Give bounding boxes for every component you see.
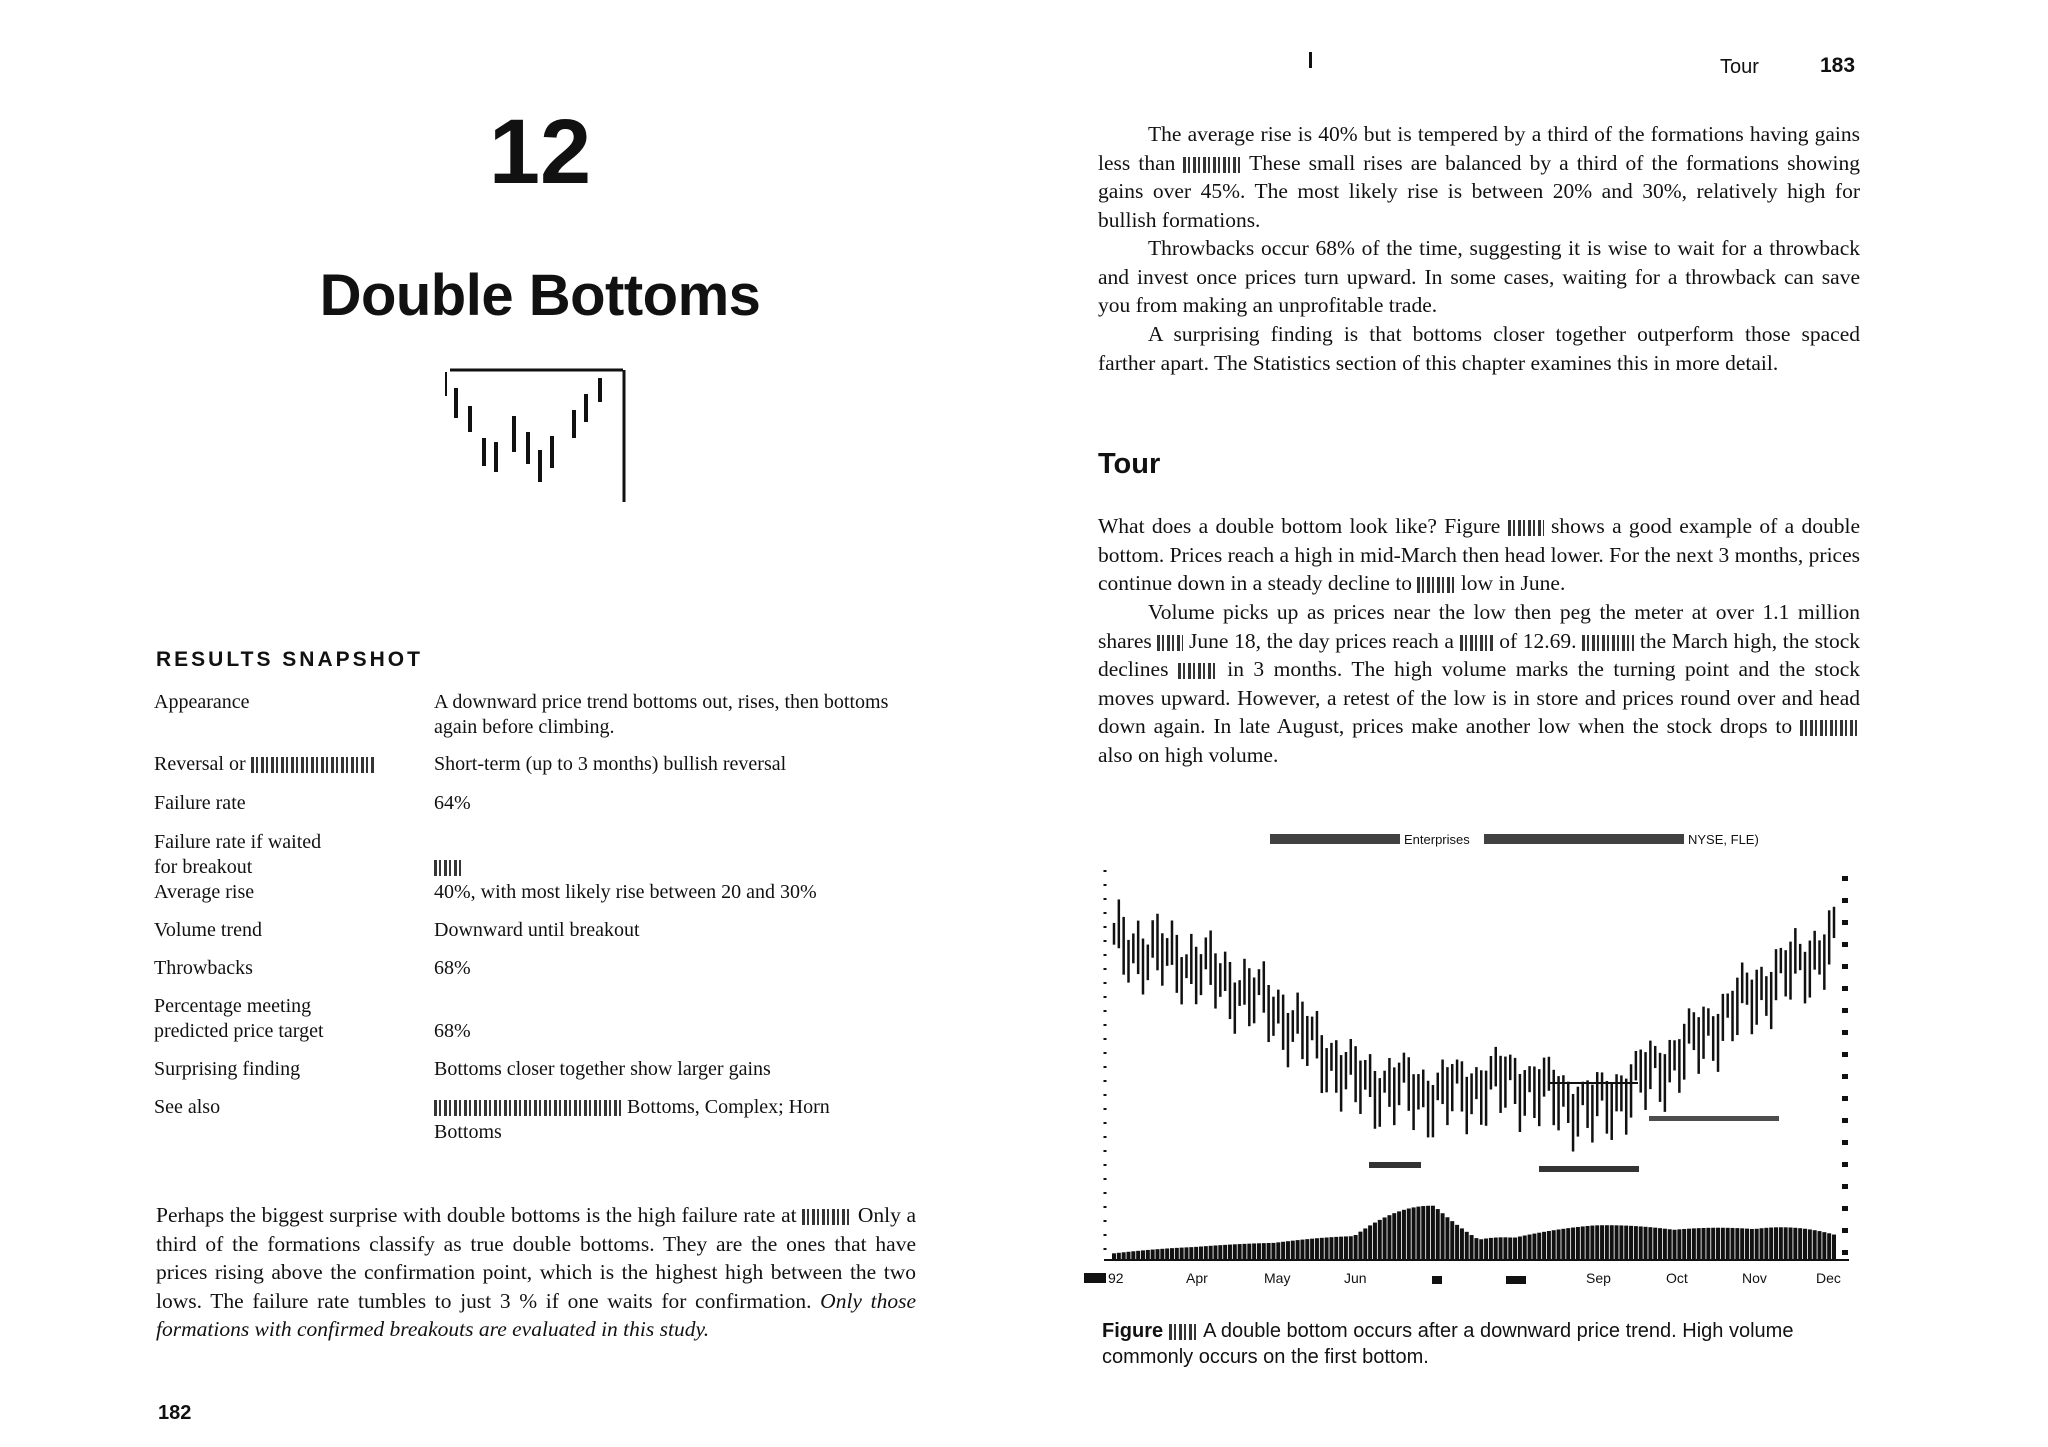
body-paragraph <box>1098 320 1860 377</box>
volume-bar <box>1692 1228 1696 1260</box>
right-axis-tick <box>1842 1250 1848 1255</box>
volume-bar <box>1450 1221 1454 1260</box>
volume-bar <box>1213 1245 1217 1260</box>
snapshot-label: Appearance <box>154 691 250 713</box>
volume-bar <box>1673 1230 1677 1260</box>
volume-bar <box>1605 1225 1609 1260</box>
volume-bar <box>1339 1237 1343 1260</box>
page-number-left: 182 <box>158 1402 192 1424</box>
snapshot-label: Failure rate if waited for breakout <box>154 831 322 878</box>
volume-bar <box>1358 1232 1362 1260</box>
figure-label: Figure <box>1102 1320 1164 1342</box>
right-axis-tick <box>1842 1074 1848 1079</box>
volume-bar <box>1286 1241 1290 1260</box>
paragraph-text: Only a third of the formations classify as true double bottoms. They are the ones that have prices rising above the confirmation point, which is the highest high between the two lows. The failure rate tumbles to just 3 % if one waits for confirmation. <box>156 1203 917 1313</box>
volume-bar <box>1818 1231 1822 1260</box>
volume-bar <box>1238 1244 1242 1260</box>
volume-bar <box>1644 1227 1648 1260</box>
snapshot-value: Short-term (up to 3 months) bullish reversal <box>434 753 787 775</box>
illegible-annotation-mark <box>1649 1116 1779 1121</box>
volume-bar <box>1745 1229 1749 1260</box>
paragraph-text: the March high, the stock declines <box>1098 628 1861 681</box>
volume-bar <box>1416 1207 1420 1260</box>
volume-bar <box>1184 1247 1188 1260</box>
snapshot-value: 64% <box>434 792 471 814</box>
volume-bar <box>1199 1246 1203 1260</box>
volume-bar <box>1363 1228 1367 1260</box>
volume-bar <box>1547 1231 1551 1260</box>
volume-bar <box>1668 1229 1672 1260</box>
snapshot-label: Percentage meeting predicted price target <box>154 995 324 1042</box>
illegible-text-mark <box>1183 157 1241 173</box>
volume-bar <box>1155 1249 1159 1260</box>
volume-bar <box>1368 1225 1372 1260</box>
illegible-text-mark <box>1582 635 1634 651</box>
volume-bar <box>1354 1235 1358 1260</box>
right-axis-tick <box>1842 986 1848 991</box>
volume-bar <box>1349 1236 1353 1260</box>
volume-bar <box>1803 1229 1807 1260</box>
volume-bar <box>1218 1245 1222 1260</box>
x-axis-label: May <box>1264 1270 1291 1286</box>
right-axis-tick <box>1842 1162 1848 1167</box>
volume-bar <box>1706 1228 1710 1260</box>
snapshot-value: Downward until breakout <box>434 919 640 941</box>
volume-bar <box>1474 1238 1478 1260</box>
chapter-number: 12 <box>488 101 592 203</box>
volume-bar <box>1532 1234 1536 1260</box>
snapshot-label: Volume trend <box>154 919 262 941</box>
volume-bar <box>1165 1248 1169 1260</box>
volume-bar <box>1204 1246 1208 1260</box>
volume-bar <box>1460 1228 1464 1260</box>
volume-bar <box>1122 1252 1126 1260</box>
volume-bar <box>1600 1225 1604 1260</box>
volume-bar <box>1494 1238 1498 1260</box>
snapshot-value <box>434 1095 874 1145</box>
body-paragraph <box>156 1201 916 1344</box>
illegible-text-mark <box>802 1209 852 1225</box>
volume-bar <box>1470 1235 1474 1260</box>
volume-bar <box>1194 1247 1198 1260</box>
right-axis-tick <box>1842 920 1848 925</box>
body-paragraph <box>1098 598 1860 769</box>
volume-bar <box>1271 1243 1275 1260</box>
volume-bar <box>1479 1239 1483 1260</box>
volume-bar <box>1325 1237 1329 1260</box>
volume-bar <box>1209 1246 1213 1260</box>
paragraph-italic-text: Only those formations with confirmed breakouts are evaluated in this study. <box>156 1288 917 1341</box>
volume-bar <box>1252 1243 1256 1260</box>
volume-bar <box>1827 1233 1831 1260</box>
volume-bar <box>1764 1228 1768 1260</box>
volume-bar <box>1779 1227 1783 1260</box>
volume-bar <box>1397 1211 1401 1260</box>
volume-bars <box>1112 1206 1836 1260</box>
volume-bar <box>1711 1228 1715 1260</box>
volume-bar <box>1561 1229 1565 1260</box>
volume-bar <box>1518 1236 1522 1260</box>
volume-bar <box>1412 1207 1416 1260</box>
chapter-title: Double Bottoms <box>319 263 761 328</box>
volume-bar <box>1610 1225 1614 1260</box>
volume-bar <box>1499 1237 1503 1260</box>
volume-bar <box>1769 1228 1773 1260</box>
volume-bar <box>1445 1217 1449 1260</box>
volume-bar <box>1750 1229 1754 1260</box>
volume-bar <box>1276 1242 1280 1260</box>
volume-bar <box>1126 1252 1130 1260</box>
volume-bar <box>1189 1247 1193 1260</box>
volume-bar <box>1315 1238 1319 1260</box>
double-bottom-icon <box>440 366 630 506</box>
paragraph-text: of 12.69. <box>1499 628 1577 653</box>
paragraph-text: A surprising finding is that bottoms closer together outperform those spaced farther apart. The Statistics section of this chapter examines this in more detail. <box>1098 322 1860 375</box>
volume-bar <box>1634 1226 1638 1260</box>
volume-bar <box>1247 1244 1251 1260</box>
volume-bar <box>1697 1228 1701 1260</box>
volume-bar <box>1228 1245 1232 1260</box>
illegible-text-mark <box>1417 577 1455 593</box>
illegible-text-mark <box>1178 663 1218 679</box>
volume-bar <box>1586 1226 1590 1260</box>
illegible-text-mark <box>251 757 376 773</box>
snapshot-label: Surprising finding <box>154 1058 301 1080</box>
volume-bar <box>1373 1223 1377 1260</box>
volume-bar <box>1755 1229 1759 1260</box>
right-axis <box>1842 876 1848 1255</box>
volume-bar <box>1663 1229 1667 1260</box>
volume-bar <box>1484 1238 1488 1260</box>
volume-bar <box>1431 1206 1435 1260</box>
snapshot-label: Failure rate <box>154 792 246 814</box>
volume-bar <box>1624 1226 1628 1260</box>
x-axis-label: Nov <box>1742 1270 1767 1286</box>
volume-bar <box>1784 1227 1788 1260</box>
x-axis-label: Jun <box>1344 1270 1367 1286</box>
volume-bar <box>1383 1217 1387 1260</box>
volume-bar <box>1426 1206 1430 1260</box>
volume-bar <box>1329 1237 1333 1260</box>
volume-bar <box>1180 1248 1184 1260</box>
paragraph-text: Volume picks up as prices near the low then peg the meter at over 1.1 million shares <box>1098 600 1860 653</box>
chart-title-text: Enterprises <box>1404 832 1470 847</box>
illegible-text-mark <box>1460 635 1494 651</box>
chart-title-text: NYSE, FLE) <box>1688 832 1759 847</box>
paragraph-text: also on high volume. <box>1098 742 1279 767</box>
right-axis-tick <box>1842 1052 1848 1057</box>
body-paragraph <box>1098 512 1860 598</box>
volume-bar <box>1822 1232 1826 1260</box>
volume-bar <box>1267 1243 1271 1260</box>
volume-bar <box>1136 1251 1140 1260</box>
snapshot-value: 68% <box>434 957 471 979</box>
snapshot-value: Bottoms closer together show larger gains <box>434 1058 771 1080</box>
illegible-title-mark <box>1484 834 1684 844</box>
volume-bar <box>1160 1249 1164 1260</box>
illegible-axis-label-mark <box>1432 1276 1442 1284</box>
right-axis-tick <box>1842 1184 1848 1189</box>
volume-bar <box>1334 1237 1338 1260</box>
snapshot-label: Average rise <box>154 881 255 903</box>
volume-bar <box>1687 1229 1691 1260</box>
page-number-right: 183 <box>1820 54 1856 77</box>
volume-bar <box>1175 1248 1179 1260</box>
paragraph-text: in 3 months. The high volume marks the turning point and the stock moves upward. However, a retest of the low is in store and prices round over and head down again. In late August, prices make another low when the stock drops to <box>1098 657 1861 738</box>
x-axis-label: Oct <box>1666 1270 1688 1286</box>
volume-bar <box>1716 1228 1720 1260</box>
right-axis-tick <box>1842 1008 1848 1013</box>
volume-bar <box>1702 1228 1706 1260</box>
paragraph-text: What does a double bottom look like? Figure <box>1098 514 1501 538</box>
volume-bar <box>1798 1228 1802 1260</box>
volume-bar <box>1503 1237 1507 1260</box>
double-bottom-stock-chart <box>1074 830 1864 1305</box>
right-axis-tick <box>1842 1206 1848 1211</box>
illegible-annotation-mark <box>1369 1162 1421 1168</box>
illegible-text-mark <box>1157 635 1183 651</box>
volume-bar <box>1731 1228 1735 1260</box>
volume-bar <box>1789 1227 1793 1260</box>
volume-bar <box>1281 1242 1285 1260</box>
volume-bar <box>1552 1230 1556 1260</box>
volume-bar <box>1441 1213 1445 1260</box>
volume-bar <box>1291 1241 1295 1260</box>
illegible-annotation-mark <box>1539 1166 1639 1172</box>
volume-bar <box>1146 1250 1150 1260</box>
snapshot-value <box>434 855 904 880</box>
x-axis-label: Sep <box>1586 1270 1611 1286</box>
right-axis-tick <box>1842 1096 1848 1101</box>
illegible-text-mark <box>1508 520 1544 536</box>
illegible-text-mark <box>434 860 464 876</box>
volume-bar <box>1793 1228 1797 1260</box>
volume-bar <box>1629 1226 1633 1260</box>
volume-bar <box>1378 1220 1382 1260</box>
paragraph-text: The average rise is 40% but is tempered by a third of the formations having gains less than <box>1098 122 1860 175</box>
figure-caption <box>1102 1318 1862 1370</box>
volume-bar <box>1233 1244 1237 1260</box>
snapshot-label: See also <box>154 1096 221 1118</box>
volume-bar <box>1677 1229 1681 1260</box>
volume-bar <box>1141 1250 1145 1260</box>
snapshot-heading: RESULTS SNAPSHOT <box>156 648 423 671</box>
volume-bar <box>1619 1225 1623 1260</box>
right-axis-tick <box>1842 1030 1848 1035</box>
volume-bar <box>1513 1238 1517 1260</box>
right-axis-tick <box>1842 876 1848 881</box>
volume-bar <box>1658 1228 1662 1260</box>
volume-bar <box>1832 1235 1836 1260</box>
illegible-text-mark <box>434 1100 622 1116</box>
figure-caption-text: A double bottom occurs after a downward price trend. High volume commonly occurs on the first bottom. <box>1102 1320 1794 1368</box>
paragraph-text: Throwbacks occur 68% of the time, suggesting it is wise to wait for a throwback and invest once prices turn upward. In some cases, waiting for a throwback can save you from making an unprofitable trade. <box>1098 236 1860 317</box>
volume-bar <box>1721 1228 1725 1260</box>
volume-bar <box>1320 1238 1324 1260</box>
volume-bar <box>1296 1240 1300 1260</box>
volume-bar <box>1344 1236 1348 1260</box>
right-axis-tick <box>1842 898 1848 903</box>
volume-bar <box>1808 1229 1812 1260</box>
volume-bar <box>1310 1239 1314 1260</box>
snapshot-label <box>154 752 424 777</box>
price-bars <box>1114 899 1834 1151</box>
volume-bar <box>1682 1229 1686 1260</box>
volume-bar <box>1151 1250 1155 1260</box>
right-axis-tick <box>1842 964 1848 969</box>
volume-bar <box>1455 1225 1459 1260</box>
volume-bar <box>1566 1228 1570 1260</box>
running-header: Tour <box>1720 56 1759 78</box>
volume-bar <box>1595 1225 1599 1260</box>
volume-bar <box>1223 1245 1227 1260</box>
volume-bar <box>1653 1228 1657 1260</box>
volume-bar <box>1262 1243 1266 1260</box>
volume-bar <box>1735 1228 1739 1260</box>
volume-bar <box>1436 1209 1440 1260</box>
illegible-text-mark <box>1800 720 1860 736</box>
volume-bar <box>1557 1229 1561 1260</box>
volume-bar <box>1542 1232 1546 1260</box>
volume-bar <box>1421 1206 1425 1260</box>
paragraph-text: These small rises are balanced by a third of the formations showing gains over 45%. The most likely rise is between 20% and 30%, relatively high for bullish formations. <box>1098 150 1860 232</box>
volume-bar <box>1117 1253 1121 1260</box>
illegible-axis-label-mark <box>1084 1273 1106 1283</box>
x-axis-label: 92 <box>1108 1270 1124 1286</box>
body-paragraph <box>1098 234 1860 320</box>
volume-bar <box>1300 1240 1304 1260</box>
volume-bar <box>1726 1228 1730 1260</box>
paragraph-text: June 18, the day prices reach a <box>1189 628 1454 653</box>
volume-bar <box>1576 1227 1580 1260</box>
volume-bar <box>1760 1228 1764 1260</box>
volume-bar <box>1523 1235 1527 1260</box>
right-axis-tick <box>1842 1118 1848 1123</box>
volume-bar <box>1465 1232 1469 1260</box>
illegible-title-mark <box>1270 834 1400 844</box>
volume-bar <box>1615 1225 1619 1260</box>
volume-bar <box>1571 1228 1575 1260</box>
volume-bar <box>1387 1215 1391 1260</box>
volume-bar <box>1305 1239 1309 1260</box>
volume-bar <box>1813 1230 1817 1260</box>
illegible-text-mark <box>1169 1324 1199 1340</box>
snapshot-label-text: Reversal or <box>154 753 246 775</box>
volume-bar <box>1528 1235 1532 1260</box>
volume-bar <box>1648 1227 1652 1260</box>
right-axis-tick <box>1842 1228 1848 1233</box>
right-axis-tick <box>1842 942 1848 947</box>
volume-bar <box>1392 1213 1396 1260</box>
volume-bar <box>1242 1244 1246 1260</box>
right-axis-tick <box>1842 1140 1848 1145</box>
snapshot-label: Throwbacks <box>154 957 253 979</box>
illegible-axis-label-mark <box>1506 1276 1526 1284</box>
volume-bar <box>1740 1228 1744 1260</box>
volume-bar <box>1489 1238 1493 1260</box>
snapshot-value: 68% <box>434 1020 471 1042</box>
paragraph-text: shows a good example of a double bottom. Prices reach a high in mid-March then head lower. For the next 3 months, prices continue down in a steady decline to <box>1098 514 1860 595</box>
body-paragraph <box>1098 120 1860 234</box>
volume-bar <box>1774 1227 1778 1260</box>
volume-bar <box>1590 1226 1594 1260</box>
volume-bar <box>1170 1248 1174 1260</box>
snapshot-value: A downward price trend bottoms out, rises, then bottoms again before climbing. <box>434 691 889 738</box>
paragraph-text: low in June. <box>1460 571 1566 595</box>
volume-bar <box>1407 1208 1411 1260</box>
volume-bar <box>1581 1226 1585 1260</box>
volume-bar <box>1402 1210 1406 1260</box>
x-axis-label: Dec <box>1816 1270 1841 1286</box>
volume-bar <box>1639 1226 1643 1260</box>
volume-bar <box>1131 1251 1135 1260</box>
volume-bar <box>1508 1237 1512 1260</box>
header-mark <box>1309 52 1312 68</box>
paragraph-text: Perhaps the biggest surprise with double bottoms is the high failure rate at <box>156 1203 797 1227</box>
x-axis-label: Apr <box>1186 1270 1208 1286</box>
snapshot-value-text: Bottoms, Complex; Horn Bottoms <box>434 1096 830 1143</box>
volume-bar <box>1537 1233 1541 1260</box>
snapshot-value: 40%, with most likely rise between 20 and 30% <box>434 881 817 903</box>
volume-bar <box>1257 1243 1261 1260</box>
section-heading-tour: Tour <box>1098 448 1161 480</box>
